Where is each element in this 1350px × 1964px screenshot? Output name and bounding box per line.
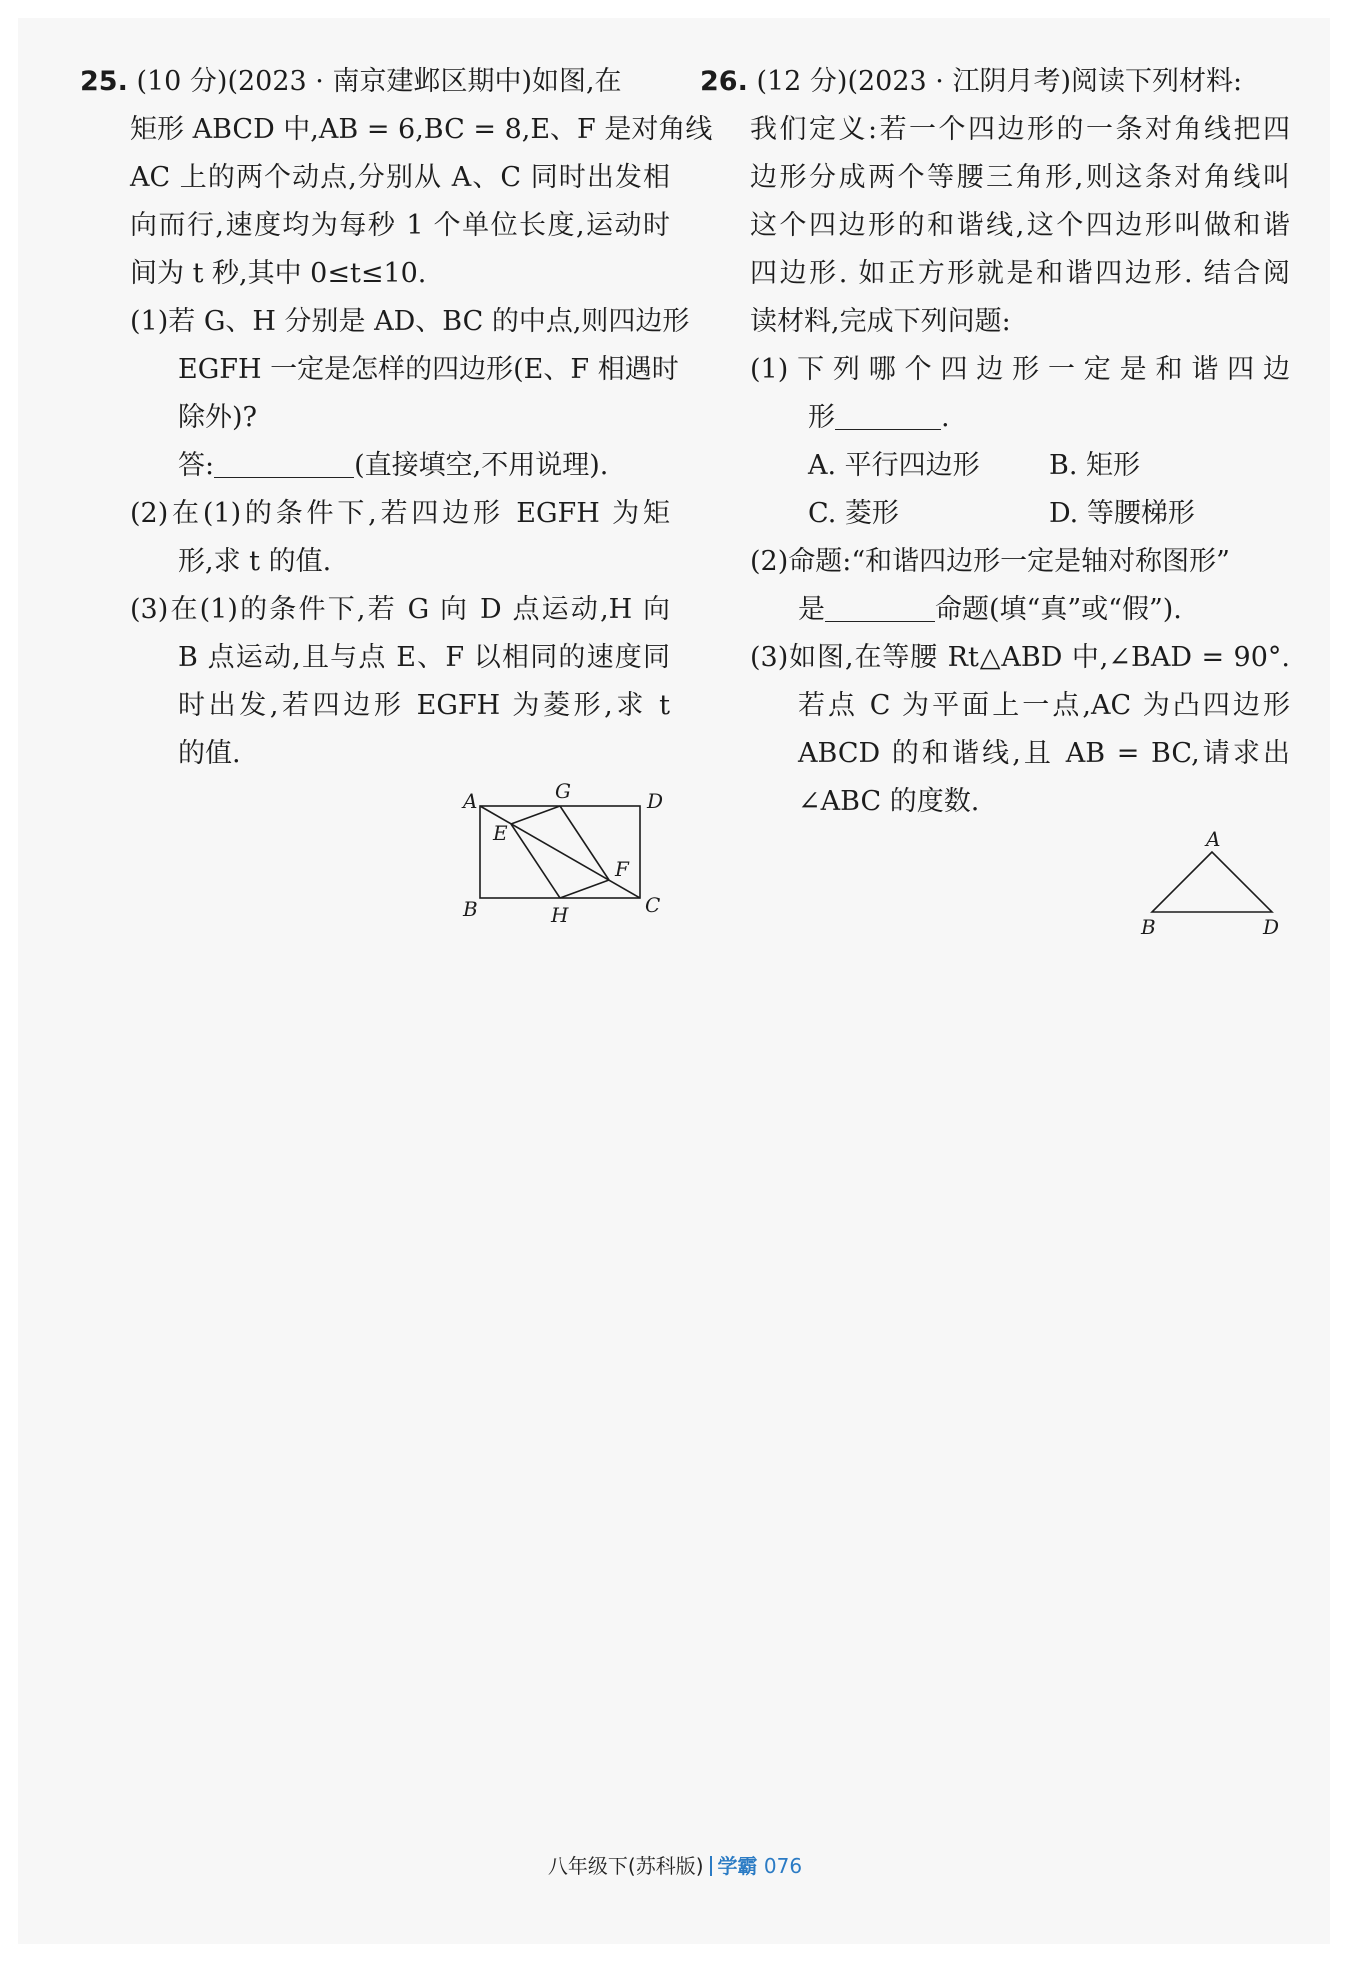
segment-eh: [511, 824, 560, 898]
q26-line-5: 四边形. 如正方形就是和谐四边形. 结合阅: [750, 258, 1290, 289]
q25-line-4: 向而行,速度均为每秒 1 个单位长度,运动时: [130, 210, 670, 241]
question-25: [80, 58, 713, 778]
q26-line-2: 我们定义:若一个四边形的一条对角线把四: [750, 114, 1290, 145]
q25-text: (10 分)(2023 · 南京建邺区期中)如图,在: [136, 66, 622, 97]
q26-number: 26.: [700, 66, 748, 97]
label-h: H: [551, 903, 569, 927]
q25-number: 25.: [80, 66, 128, 97]
label-d: D: [1263, 915, 1280, 939]
option-c[interactable]: C. 菱形: [808, 498, 899, 529]
q26-part-2-suffix: 命题(填“真”或“假”).: [935, 594, 1182, 625]
triangle-abd: [1152, 852, 1272, 912]
footer-grade: 八年级下(苏科版): [547, 1854, 704, 1878]
q26-part-3-line-1: (3)如图,在等腰 Rt△ABD 中,∠BAD = 90°.: [750, 642, 1290, 673]
q26-part-3-line-3: ABCD 的和谐线,且 AB = BC,请求出: [798, 738, 1290, 769]
label-a: A: [1206, 830, 1221, 851]
q26-figure: [1125, 830, 1300, 945]
q26-part-2-line-2: [700, 586, 1290, 634]
q26-part-2-blank[interactable]: [825, 593, 935, 622]
q25-part-1-line-1: (1)若 G、H 分别是 AD、BC 的中点,则四边形: [130, 306, 690, 337]
q25-part-3-line-4: 的值.: [178, 738, 241, 769]
q25-part-2-line-2: 形,求 t 的值.: [178, 546, 332, 577]
label-g: G: [555, 780, 571, 803]
q26-line-6: 读材料,完成下列问题:: [750, 306, 1011, 337]
q25-line-5: 间为 t 秒,其中 0≤t≤10.: [130, 258, 427, 289]
segment-ge: [511, 806, 560, 824]
segment-hf: [560, 880, 609, 898]
q26-part-1-blank[interactable]: [835, 401, 941, 430]
q26-line-3: 边形分成两个等腰三角形,则这条对角线叫: [750, 162, 1290, 193]
q26-part-2-prefix: 是: [798, 594, 825, 625]
q25-figure: [455, 780, 675, 930]
q26-options-row-1: [700, 442, 1290, 490]
q25-part-1-line-3: 除外)?: [178, 402, 258, 433]
q26-line-1: [700, 58, 1290, 106]
q25-part-2-line-1: (2)在(1)的条件下,若四边形 EGFH 为矩: [130, 498, 670, 529]
diagonal-ac: [480, 806, 640, 898]
label-e: E: [493, 821, 508, 845]
label-a: A: [463, 789, 478, 813]
label-f: F: [615, 857, 629, 881]
q25-line-2: 矩形 ABCD 中,AB = 6,BC = 8,E、F 是对角线: [130, 114, 713, 145]
q26-part-3-line-4: ∠ABC 的度数.: [798, 786, 980, 817]
q25-line-1: [80, 58, 670, 106]
option-a[interactable]: A. 平行四边形: [808, 450, 980, 481]
label-b: B: [463, 897, 478, 921]
answer-hint: (直接填空,不用说理).: [354, 450, 609, 481]
label-d: D: [647, 789, 664, 813]
q25-part-3-line-1: (3)在(1)的条件下,若 G 向 D 点运动,H 向: [130, 594, 670, 625]
footer-divider: [710, 1856, 712, 1876]
q26-part-3-line-2: 若点 C 为平面上一点,AC 为凸四边形: [798, 690, 1290, 721]
q26-part-1-line-1: (1)下列哪个四边形一定是和谐四边: [750, 354, 1290, 385]
q26-part-2-line-1: (2)命题:“和谐四边形一定是轴对称图形”: [750, 546, 1230, 577]
footer-brand: 学霸: [717, 1854, 758, 1878]
option-b[interactable]: B. 矩形: [1049, 450, 1141, 481]
segment-gf: [560, 806, 609, 880]
q25-part-3-line-3: 时出发,若四边形 EGFH 为菱形,求 t: [178, 690, 670, 721]
q26-line-4: 这个四边形的和谐线,这个四边形叫做和谐: [750, 210, 1290, 241]
q26-part-1-text: 形: [808, 402, 835, 433]
option-d[interactable]: D. 等腰梯形: [1049, 498, 1195, 529]
q26-part-1-line-2: [700, 394, 1290, 442]
q26-options-row-2: [700, 490, 1290, 538]
q25-line-3: AC 上的两个动点,分别从 A、C 同时出发相: [130, 162, 670, 193]
q26-part-1-period: .: [941, 402, 950, 433]
answer-label: 答:: [178, 450, 215, 481]
page-footer: [0, 1850, 1350, 1879]
page-number: 076: [763, 1854, 803, 1878]
question-26: [700, 58, 1290, 826]
q26-text: (12 分)(2023 · 江阴月考)阅读下列材料:: [756, 66, 1243, 97]
q25-part-1-line-2: EGFH 一定是怎样的四边形(E、F 相遇时: [178, 354, 679, 385]
label-b: B: [1141, 915, 1156, 939]
answer-blank[interactable]: [214, 449, 354, 478]
q25-part-3-line-2: B 点运动,且与点 E、F 以相同的速度同: [178, 642, 670, 673]
q25-answer-line: [80, 442, 670, 490]
label-c: C: [645, 893, 661, 917]
